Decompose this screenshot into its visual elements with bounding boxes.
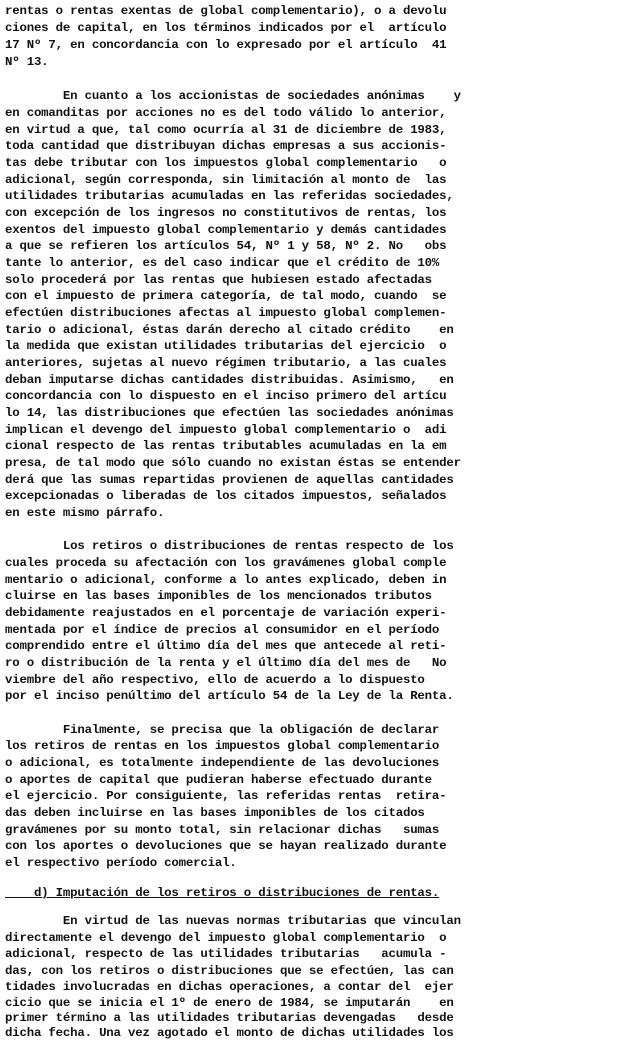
text-line: la medida que existan utilidades tributarias del ejercicio o [5,339,447,353]
text-line: concordancia con lo dispuesto en el inciso primero del artícu [5,389,447,403]
text-line: cluirse en las bases imponibles de los mencionados tributos [5,589,432,603]
text-line: gravámenes por su monto total, sin relacionar dichas sumas [5,823,440,837]
text-line: deban imputarse dichas cantidades distribuidas. Asimismo, en [5,373,454,387]
text-line: cuales proceda su afectación con los gravámenes global comple [5,556,447,570]
text-line: solo procederá por las rentas que hubiesen estado afectadas [5,273,432,287]
text-line: utilidades tributarias acumuladas en las referidas sociedades, [5,189,454,203]
text-line: efectúen distribuciones afectas al impuesto global complemen- [5,306,447,320]
text-line: ciones de capital, en los términos indicados por el artículo [5,21,447,35]
text-line: Finalmente, se precisa que la obligación de declarar [5,723,440,737]
text-line: primer término a las utilidades tributarias devengadas desde [5,1011,454,1025]
text-line: ro o distribución de la renta y el último día del mes de No [5,656,447,670]
text-line: das deben incluirse en las bases imponibles de los citados [5,806,425,820]
text-line: tario o adicional, éstas darán derecho al citado crédito en [5,323,454,337]
text-line: Nº 13. [5,55,49,69]
text-line: presa, de tal modo que sólo cuando no existan éstas se entender [5,456,461,470]
text-line: adicional, respecto de las utilidades tributarias acumula - [5,947,447,961]
text-line: con excepción de los ingresos no constitutivos de rentas, los [5,206,447,220]
text-line: comprendido entre el último día del mes que antecede al reti- [5,639,447,653]
text-line: por el inciso penúltimo del artículo 54 de la Ley de la Renta. [5,689,454,703]
text-line: en virtud a que, tal como ocurría al 31 de diciembre de 1983, [5,123,447,137]
text-line: en comanditas por acciones no es del todo válido lo anterior, [5,106,447,120]
text-line: 17 Nº 7, en concordancia con lo expresado por el artículo 41 [5,38,447,52]
text-line: a que se refieren los artículos 54, Nº 1 y 58, Nº 2. No obs [5,239,447,253]
text-line: tidades involucradas en dichas operaciones, a contar del ejer [5,980,454,994]
text-line: das, con los retiros o distribuciones que se efectúen, las can [5,964,454,978]
text-line: implican el devengo del impuesto global complementario o adi [5,423,447,437]
text-line: el ejercicio. Por consiguiente, las referidas rentas retira- [5,789,447,803]
text-line: rentas o rentas exentas de global complementario), o a devolu [5,4,447,18]
text-line: excepcionadas o liberadas de los citados impuestos, señalados [5,489,447,503]
text-line: los retiros de rentas en los impuestos global complementario [5,739,440,753]
text-line: o adicional, es totalmente independiente de las devoluciones [5,756,440,770]
text-line: debidamente reajustados en el porcentaje de variación experi- [5,606,447,620]
section-heading: d) Imputación de los retiros o distribuciones de rentas. [5,886,440,900]
text-line: con el impuesto de primera categoría, de tal modo, cuando se [5,289,447,303]
text-line: viembre del año respectivo, ello de acuerdo a lo dispuesto [5,673,425,687]
text-line: directamente el devengo del impuesto global complementario o [5,931,447,945]
text-line: mentada por el índice de precios al consumidor en el período [5,623,440,637]
text-line: Los retiros o distribuciones de rentas respecto de los [5,539,454,553]
text-line: en este mismo párrafo. [5,506,165,520]
text-line: mentario o adicional, conforme a lo antes explicado, deben in [5,573,447,587]
text-line: tas debe tributar con los impuestos global complementario o [5,156,447,170]
text-line: dicha fecha. Una vez agotado el monto de dichas utilidades los [5,1026,454,1040]
text-line: derá que las sumas repartidas provienen de aquellas cantidades [5,473,454,487]
text-line: con los aportes o devoluciones que se hayan realizado durante [5,839,447,853]
text-line: cicio que se inicia el 1º de enero de 1984, se imputarán en [5,996,454,1010]
text-line: anteriores, sujetas al nuevo régimen tributario, a las cuales [5,356,447,370]
text-line: exentos del impuesto global complementario y demás cantidades [5,223,447,237]
text-line: cional respecto de las rentas tributables acumuladas en la em [5,439,447,453]
text-line: En virtud de las nuevas normas tributarias que vinculan [5,914,461,928]
text-line: tante lo anterior, es del caso indicar que el crédito de 10% [5,256,440,270]
text-line: adicional, según corresponda, sin limitación al monto de las [5,173,447,187]
text-line: toda cantidad que distribuyan dichas empresas a sus accionis- [5,139,447,153]
text-line: el respectivo período comercial. [5,856,237,870]
text-line: lo 14, las distribuciones que efectúen las sociedades anónimas [5,406,454,420]
text-line: En cuanto a los accionistas de sociedades anónimas y [5,89,461,103]
text-line: o aportes de capital que pudieran haberse efectuado durante [5,773,432,787]
